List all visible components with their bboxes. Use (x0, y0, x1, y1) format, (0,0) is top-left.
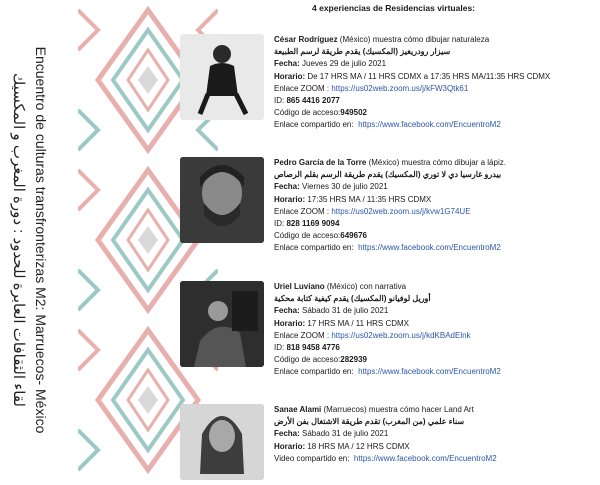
id-value: 818 9458 4776 (286, 343, 340, 353)
code-value: 949502 (340, 108, 367, 118)
arabic-desc: سناء علمي (من المغرب) تقدم طريقة الاشتغال بفن الأرض (274, 417, 465, 427)
code-label: Código de acceso: (274, 231, 341, 241)
fecha-value: Sábado 31 de julio 2021 (299, 429, 389, 439)
horario-value: 17 HRS MA / 11 HRS CDMX (305, 318, 410, 328)
zoom-link[interactable]: https://us02web.zoom.us/j/kdKBAdElnk (331, 330, 471, 340)
code-label: Código de acceso: (274, 108, 341, 118)
photo-pedro-garcia (180, 157, 264, 243)
shared-label: Enlace compartido en: (274, 367, 354, 377)
facebook-link[interactable]: https://www.facebook.com/EncuentroM2 (358, 243, 501, 253)
facebook-link[interactable]: https://www.facebook.com/EncuentroM2 (358, 120, 501, 130)
shared-label: Enlace compartido en: (274, 243, 354, 253)
fecha-value: Jueves 29 de julio 2021 (299, 59, 387, 69)
fecha-value: Viernes 30 de julio 2021 (299, 182, 388, 192)
arabic-desc: أوريل لوفيانو (المكسيك) يقدم كيفية كتابة محكية (274, 294, 431, 304)
zoom-label: Enlace ZOOM : (274, 206, 332, 216)
person-desc: (México) con narrativa (324, 282, 407, 291)
photo-sanae-alami (180, 404, 264, 480)
person-name: Sanae Alami (274, 405, 322, 414)
shared-label: Video compartido en: (274, 453, 350, 463)
horario-value: De 17 HRS MA / 11 HRS CDMX a 17:35 HRS MA/11:35 HRS CDMX (305, 71, 551, 81)
fecha-label: Fecha: (274, 429, 300, 439)
photo-uriel-luviano (180, 281, 264, 367)
zoom-label: Enlace ZOOM : (274, 83, 332, 93)
id-label: ID: (274, 343, 287, 353)
arabic-desc: سيزار رودريغيز (المكسيك) يقدم طريقة لرسم الطبيعة (274, 47, 451, 57)
arabic-desc: بيدرو غارسيا دي لا توري (المكسيك) يقدم طريقة الرسم بقلم الرصاص (274, 170, 502, 180)
horario-label: Horario: (274, 318, 306, 328)
person-desc: (México) muestra cómo dibujar a lápiz. (366, 158, 506, 167)
facebook-link[interactable]: https://www.facebook.com/EncuentroM2 (358, 367, 501, 377)
code-value: 649676 (340, 231, 367, 241)
zoom-link[interactable]: https://us02web.zoom.us/j/kFW3Qtk61 (331, 83, 469, 93)
entry-info (274, 281, 590, 379)
page-header: 4 experiencias de Residencias virtuales: (312, 3, 476, 13)
entry-info (274, 404, 590, 465)
title-arabic: لقاء الثقافات العابرة للحدود : دورة المغرب و المكسيك (10, 73, 27, 407)
vertical-title (0, 0, 68, 480)
horario-label: Horario: (274, 194, 306, 204)
fecha-label: Fecha: (274, 182, 300, 192)
entry-info (274, 34, 590, 132)
shared-label: Enlace compartido en: (274, 120, 354, 130)
photo-cesar-rodriguez (180, 34, 264, 120)
horario-value: 18 HRS MA / 12 HRS CDMX (305, 441, 410, 451)
fecha-value: Sábado 31 de julio 2021 (299, 306, 389, 316)
person-desc: (México) muestra cómo dibujar naturaleza (337, 35, 490, 44)
person-name: Pedro García de la Torre (274, 158, 367, 167)
vertical-title-text (0, 0, 68, 480)
horario-value: 17:35 HRS MA / 11:35 HRS CDMX (305, 194, 432, 204)
fecha-label: Fecha: (274, 59, 300, 69)
fecha-label: Fecha: (274, 306, 300, 316)
zoom-link[interactable]: https://us02web.zoom.us/j/kvw1G74UE (331, 206, 471, 216)
id-value: 865 4416 2077 (286, 96, 340, 106)
person-desc: (Marruecos) muestra cómo hacer Land Art (321, 405, 474, 414)
code-label: Código de acceso: (274, 355, 341, 365)
horario-label: Horario: (274, 441, 306, 451)
horario-label: Horario: (274, 71, 306, 81)
title-spanish: Encuentro de culturas transfronterizas M2: Marruecos- México (33, 46, 49, 434)
entry-info (274, 157, 590, 255)
person-name: Uriel Luviano (274, 282, 325, 291)
id-label: ID: (274, 96, 287, 106)
id-value: 828 1169 9094 (286, 219, 340, 229)
id-label: ID: (274, 219, 287, 229)
person-name: César Rodríguez (274, 35, 338, 44)
zoom-label: Enlace ZOOM : (274, 330, 332, 340)
facebook-link[interactable]: https://www.facebook.com/EncuentroM2 (353, 453, 497, 463)
code-value: 282939 (340, 355, 367, 365)
